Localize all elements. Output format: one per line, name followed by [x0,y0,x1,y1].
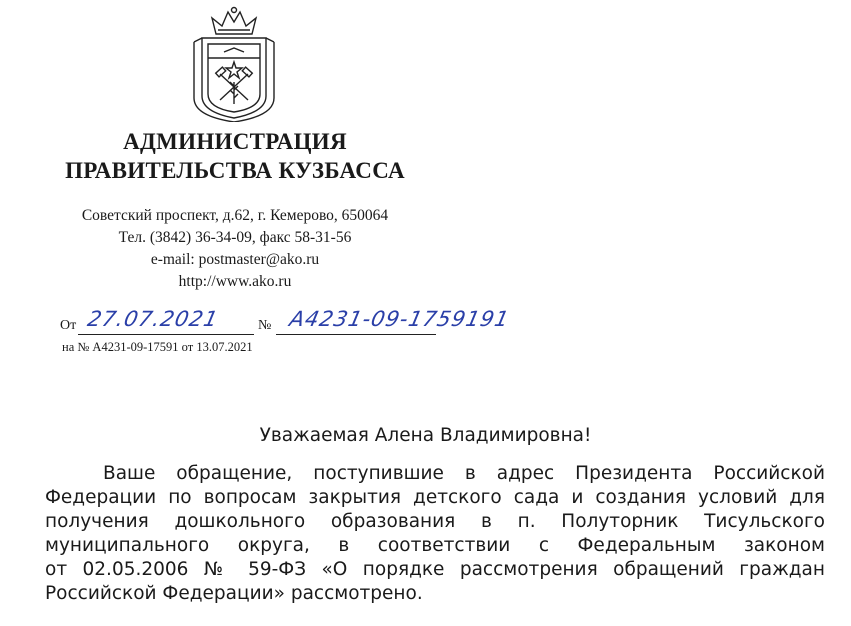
postal-address: Советский проспект, д.62, г. Кемерово, 650064 [81,207,389,224]
organization-name-line1: АДМИНИСТРАЦИЯ [123,129,347,154]
body-line: Российской Федерации» рассмотрено. [45,583,423,604]
body-line: получения дошкольного образования в п. Полуторник Тисульского [45,511,825,532]
body-line: Ваше обращение, поступившие в адрес Президента Российской [103,463,825,484]
email: e-mail: postmaster@ako.ru [150,251,320,268]
number-label: № [258,318,272,333]
organization-name-line2: ПРАВИТЕЛЬСТВА КУЗБАССА [65,158,405,183]
salutation: Уважаемая Алена Владимировна! [259,425,592,446]
handwritten-number: А4231-09-1759191 [287,307,512,331]
date-label: От [60,318,77,333]
date-underline [78,334,254,335]
body-line: муниципального округа, в соответствии с Федеральным законом [45,535,825,556]
reply-reference: на № А4231-09-17591 от 13.07.2021 [62,340,253,354]
body-line: Федерации по вопросам закрытия детского сада и создания условий для [45,487,825,508]
website: http://www.ako.ru [178,273,292,290]
kuzbass-coat-of-arms-icon [188,4,280,122]
number-underline [276,334,436,335]
body-line: от 02.05.2006 № 59-ФЗ «О порядке рассмотрения обращений граждан [45,559,825,580]
phone-fax: Тел. (3842) 36-34-09, факс 58-31-56 [118,229,352,246]
letter-body [45,462,825,606]
handwritten-date: 27.07.2021 [85,307,221,331]
